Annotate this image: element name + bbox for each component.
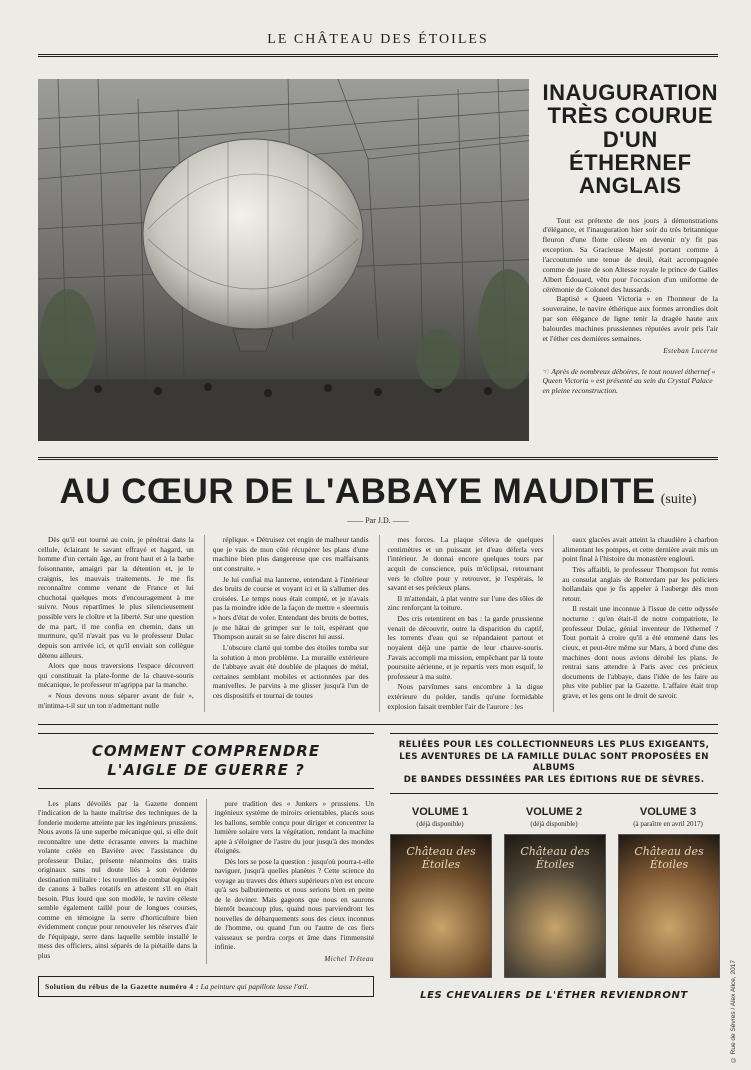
volume-item[interactable] (390, 806, 490, 978)
article-paragraph: réplique. « Détruisez cet engin de malheur tandis que je vais de mon côté récupérer les plans d'une machine bien plus dangereuse que ces malfaisants ont construite. » (212, 535, 369, 573)
feature-section (38, 79, 718, 441)
article-paragraph: Très affaibli, le professeur Thompson fut remis au consulat anglais de Rotterdam par les policiers hollandais que je fis appeler à l'auberge dès mon retour. (562, 564, 718, 603)
caption-text: Après de nombreux déboires, le tout nouvel éthernef « Queen Victoria » est présenté au sein du Crystal Palace en pleine reconstruction. (542, 366, 716, 395)
byline: —— Par J.D. —— (347, 516, 409, 525)
rebus-answer: La peinture qui papillote lasse l'œil. (200, 981, 309, 991)
article-paragraph: « Nous devons nous séparer avant de fuir », m'intima-t-il sur un ton n'admettant nulle (38, 691, 194, 710)
newspaper-page (38, 24, 718, 1001)
article-column (204, 535, 369, 712)
eagle-article-title (38, 733, 374, 789)
volume-item[interactable] (618, 806, 718, 978)
eagle-article-columns (38, 799, 374, 964)
main-article-suite: (suite) (660, 492, 697, 507)
eagle-signature: Michel Trêteau (324, 954, 374, 963)
volume-status: (déjà disponible) (416, 819, 464, 828)
bottom-section (38, 724, 718, 1000)
article-column (38, 535, 194, 712)
article-paragraph: eaux glacées avait atteint la chaudière à charbon alimentant les pompes, et cette dernière avait mis un point final à l'histoire du monastère englouti. (562, 535, 718, 564)
volume-title: VOLUME 3 (639, 805, 697, 818)
volume-item[interactable] (504, 806, 604, 978)
article-paragraph: L'obscure clarté qui tombe des étoiles tomba sur la solution à mon problème. La muraille extérieure de l'abbaye avait été doublée de plaques de métal, certaines semblant mobiles et actionnées par des manivelles. Je parvins à me glisser jusqu'à l'un de ces dispositifs et tournai de toutes (212, 642, 369, 700)
main-article-columns (38, 535, 718, 712)
article-column (553, 535, 718, 712)
feature-title-line: D'UN ÉTHERNEF (568, 126, 692, 175)
article-paragraph: Des cris retentirent en bas : la garde prussienne venait de découvrir, outre la disparition du captif, les torrents d'eau qui se répandaient partout et noyaient déjà une partie de leur chauve-souris. J'avais accompli ma mission, empêchant par là toute poursuite aérienne, et je repartis vers mon esquif, le professeur à ma suite. (387, 614, 544, 681)
volume-cover (504, 834, 606, 978)
eagle-title-line: L'AIGLE DE GUERRE ? (107, 761, 305, 779)
rebus-solution (38, 976, 374, 997)
volume-cover (618, 834, 720, 978)
copyright-credit: © Rue de Sèvres / Alex Alice, 2017 (730, 960, 737, 1064)
promo-text (390, 733, 718, 793)
volume-status: (déjà disponible) (530, 819, 578, 828)
article-paragraph: pure tradition des « Junkers » prussiens. Un ingénieux système de miroirs orientables, placés sous les ballons, semble conçu pour diriger et concentrer la lumière solaire vers la végétation, rendant la machine apte à s'éloigner de l'astre du jour jusqu'à des mondes éloignés. (214, 798, 374, 856)
eagle-article (38, 733, 374, 1000)
album-promo (390, 733, 718, 1000)
eagle-title-line: COMMENT COMPRENDRE (91, 742, 321, 761)
feature-title (543, 81, 718, 198)
pointing-hand-icon: ☜ (542, 366, 550, 376)
article-column (206, 799, 375, 964)
section-divider (38, 457, 718, 460)
feature-title-line: INAUGURATION (542, 80, 718, 105)
promo-line: RELIÉES POUR LES COLLECTIONNEURS LES PLUS EXIGEANTS, (398, 740, 710, 751)
article-column (379, 535, 544, 712)
promo-line: DE BANDES DESSINÉES PAR LES ÉDITIONS RUE DE SÈVRES. (403, 775, 705, 786)
promo-slogan: LES CHEVALIERS DE L'ÉTHER REVIENDRONT (420, 989, 688, 1001)
main-headline (38, 472, 718, 512)
feature-title-line: TRÈS COURUE (547, 103, 714, 129)
article-paragraph: Dès qu'il eut tourné au coin, je pénétrai dans la cellule, éclairant le savant effrayé et hagard, un homme d'un certain âge, au front haut et à la barbe foisonnante, amaigri par la détention et, je le craignis, les mauvais traitements. Je me fis reconnaître comme venant de France et lui chuchotai quelques mots d'encouragement à me suivre. Nous repartîmes le plus silencieusement possible vers le cloître et la liberté. Sur une question de ma part, il me confia en chemin, dans un murmure, qu'il n'avait pas vu le professeur Dulac depuis son arrivée ici, et qu'il enviait son collègue détenu ailleurs. (38, 535, 194, 660)
feature-title-line: ANGLAIS (579, 173, 682, 199)
volume-cover (390, 834, 492, 978)
volume-list (390, 806, 718, 978)
article-paragraph: Il restait une inconnue à l'issue de cette odyssée nocturne : qu'en était-il de notre compatriote, le professeur Dulac, génial inventeur de l'éthernef ? Tout portait à croire qu'il a été emmené dans les cieux, et peut-être même sur Mars, à bord d'une des machines dont nous avions dérobé les plans. Je rentrai sans attendre à Paris avec ces précieux documents de l'abbaye, dans l'idée de les faire au plus vite publier par la Gazette. L'affaire était trop grave, et les gens ont le droit de savoir. (562, 604, 718, 700)
article-paragraph: Dès lors se pose la question : jusqu'où pourra-t-elle naviguer, jusqu'à quelles planètes ? Cette science du voyage au travers des éthers supérieurs n'en est encore qu'à ses balbutiements et nous serions bien en peine de le deviner. Mais gageons que nous en saurons bientôt beaucoup plus, quand nous parviendront les nouvelles de débarquements sous des cieux inconnus de l'homme, ou quand l'un ou l'autre de ces fiers vaisseaux se perdra corps et âme dans l'immensité infinie. (214, 856, 374, 952)
feature-paragraph: Baptisé « Queen Victoria » en l'honneur de la souveraine, le navire éthérique aux formes arrondies doit par son élégance de ligne tenir la dragée haute aux balourdes machines prussiennes réputées avoir pris l'air et l'éther ces dernières semaines. (542, 294, 718, 343)
crystal-palace-illustration (38, 79, 529, 441)
article-paragraph: Je lui confiai ma lanterne, entendant à l'intérieur des bruits de course et voyant ici et là s'allumer des croisées. Le temps nous était compté, et je n'avais pas la moindre idée de la façon de mettre « sleernuis » hors d'état de voler. Entendant des bruits de bottes, je me hâtai de grimper sur le toit, espérant que Thompson aurait su se faire discret lui aussi. (212, 574, 369, 642)
article-paragraph: Les plans dévoilés par la Gazette donnent l'indication de la haute maîtrise des techniques de la fonderie moderne atteinte par les ingénieurs prussiens. Nous avons là une superbe mécanique qui, si elle doit reconnaître une dette écrasante envers la machine volante créée en Bavière avec l'assistance du professeur Dulac, présente néanmoins des traits originaux sans nul doute liés à son évidente destination militaire : les tourelles de combat équipées de canons à balles rotatifs en attestent s'il en était besoin. Plus lourd que son modèle, le navire céleste semble également taillé pour de longues courses, comme en témoigne la serre d'horticulture bien évidemment conçue pour renouveler les réserves d'air de l'équipage, serre dans laquelle semble installé le mess des officiers, ainsi séparés de la piétaille dans la plus (38, 798, 198, 960)
feature-paragraph: Tout est prétexte de nos jours à démonstrations d'élégance, et l'inauguration hier soir du très britannique fleuron d'une flotte céleste en devenir n'y fit pas exception. Sa Gracieuse Majesté portant comme à l'accoutumée une tenue de deuil, était accompagnée comme de juste de son Altesse royale le prince de Galles Albert Édouard, vêtu pour l'occasion d'un uniforme de cérémonie de Colonel des hussards. (542, 215, 718, 294)
cover-title: Château des Étoiles (520, 844, 590, 871)
main-article-title: AU CŒUR DE L'ABBAYE MAUDITE (59, 472, 656, 511)
article-paragraph: Nous parvînmes sans encombre à la digue extérieure du polder, tandis qu'une formidable explosion faisait trembler l'air de l'aurore : les (387, 682, 544, 711)
volume-title: VOLUME 1 (411, 805, 469, 818)
feature-body (543, 216, 718, 344)
rebus-label: Solution du rébus de la Gazette numéro 4 : (45, 981, 199, 991)
article-column (38, 799, 198, 964)
illustration-caption (543, 367, 718, 395)
cover-title: Château des Étoiles (406, 844, 476, 871)
promo-line: LES AVENTURES DE LA FAMILLE DULAC SONT PROPOSÉES EN ALBUMS (399, 751, 709, 774)
volume-title: VOLUME 2 (525, 805, 583, 818)
masthead: LE CHÂTEAU DES ÉTOILES (38, 24, 718, 57)
article-paragraph: Alors que nous traversions l'espace découvert qui constituait la plate-forme de la chauve-souris mécanique, le professeur m'agrippa par la manche. (38, 661, 194, 690)
cover-title: Château des Étoiles (634, 844, 704, 871)
volume-status: (à paraître en avril 2017) (633, 819, 703, 828)
feature-sidebar (543, 79, 718, 441)
article-paragraph: mes forces. La plaque s'éleva de quelques centimètres et un puissant jet d'eau déferla vers l'intérieur. Je donnai encore quelques tours par acquit de conscience, puis m'éclipsai, retournant vers le cloître pour y retrouver, je l'espérais, le savant et ses précieux plans. (387, 535, 544, 593)
feature-signature: Esteban Lucerne (663, 346, 718, 355)
article-paragraph: Il m'attendait, à plat ventre sur l'une des tôles de zinc renforçant la toiture. (387, 593, 544, 613)
